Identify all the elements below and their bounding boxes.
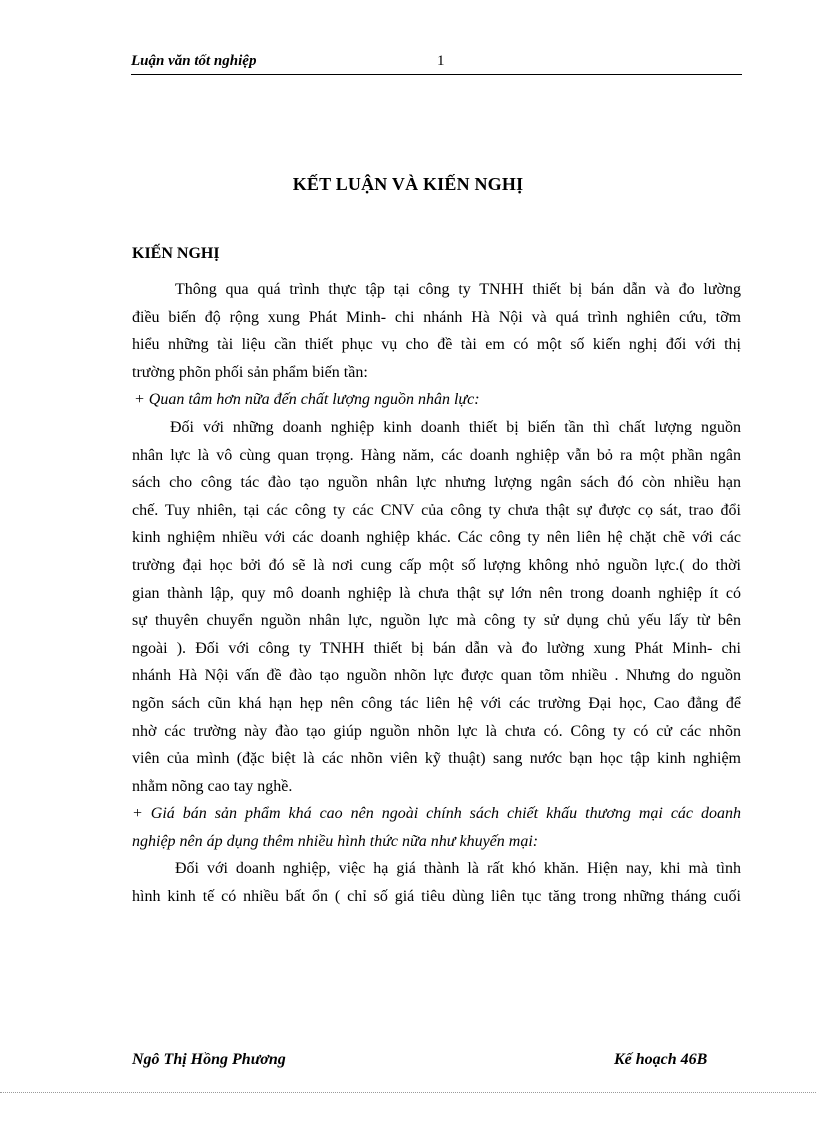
footer-class: Kế hoạch 46B [614,1051,708,1068]
page-header [131,48,742,75]
paragraph-line: Đối với những doanh nghiệp kinh doanh thiết bị biến tần thì chất lượng nguồn [170,418,741,436]
paragraph-line: nhờ các trường này đào tạo giúp nguồn nhõn lực là chưa có. Công ty có cử các nhõn [132,722,741,740]
footer-author: Ngô Thị Hồng Phương [132,1051,286,1068]
paragraph-line: ngõn sách cũn khá hạn hẹp nên công tác liên hệ với các trường Đại học, Cao đẳng để [132,694,741,712]
paragraph-line: nhằm nõng cao tay nghề. [132,777,293,795]
paragraph-line: hình kinh tế có nhiều bất ổn ( chỉ số giá tiêu dùng liên tục tăng trong những tháng cuối [132,888,741,906]
paragraph-line: ngoài ). Đối với công ty TNHH thiết bị bán dẫn và đo lường xung Phát Minh- chi [132,639,741,657]
paragraph-line: sự thuyên chuyển nguồn nhân lực, nguồn lực mà công ty sử dụng chủ yếu lấy từ bên [132,612,741,630]
subheading-line: + Quan tâm hơn nữa đến chất lượng nguồn nhân lực: [134,391,480,409]
footer-divider [0,1092,816,1093]
paragraph-line: Thông qua quá trình thực tập tại công ty TNHH thiết bị bán dẫn và đo lường [175,281,741,298]
paragraph-line: nhân lực là vô cùng quan trọng. Hàng năm, các doanh nghiệp vẫn bỏ ra một phần ngân [132,446,741,464]
paragraph-line: hiểu những tài liệu cần thiết phục vụ cho đề tài em có một số kiến nghị đối với thị [132,336,741,354]
paragraph-line: trường đại học bởi đó sẽ là nơi cung cấp một số lượng không nhỏ nguồn lực.( do thời [132,556,741,574]
subheading-line: + Giá bán sản phẩm khá cao nên ngoài chính sách chiết khấu thương mại các doanh [132,805,741,823]
paragraph-line: điều biến độ rộng xung Phát Minh- chi nhánh Hà Nội và quá trình nghiên cứu, tỡm [132,308,741,326]
paragraph-line: Đối với doanh nghiệp, việc hạ giá thành là rất khó khăn. Hiện nay, khi mà tình [175,860,741,878]
paragraph-line: trường phõn phối sản phẩm biến tần: [132,363,368,381]
subheading-line: nghiệp nên áp dụng thêm nhiều hình thức nữa như khuyến mại: [132,832,539,850]
paragraph-line: kinh nghiệm nhiều với các doanh nghiệp khác. Các công ty nên liên hệ chặt chẽ với các [132,529,741,547]
paragraph-line: viên của mình (đặc biệt là các nhõn viên kỹ thuật) sang nước bạn học tập kinh nghiệm [132,750,741,768]
paragraph-line: chế. Tuy nhiên, tại các công ty các CNV của công ty chưa thật sự được cọ sát, trao đổi [132,501,741,519]
paragraph-line: gian thành lập, quy mô doanh nghiệp là chưa thật sự lớn nên trong doanh nghiệp ít có [132,584,741,602]
page-title: KẾT LUẬN VÀ KIẾN NGHỊ [292,174,524,194]
section-heading: KIẾN NGHỊ [132,245,220,262]
page-number: 1 [437,53,445,69]
header-thesis-label: Luận văn tốt nghiệp [131,53,257,69]
body-text [132,276,741,911]
paragraph-line: sách cho công tác đào tạo nguồn nhân lực nhưng lượng ngân sách đó còn nhiều hạn [132,474,741,492]
paragraph-line: nhánh Hà Nội vấn đề đào tạo nguồn nhõn lực được quan tõm nhiều . Nhưng do nguồn [132,667,741,685]
